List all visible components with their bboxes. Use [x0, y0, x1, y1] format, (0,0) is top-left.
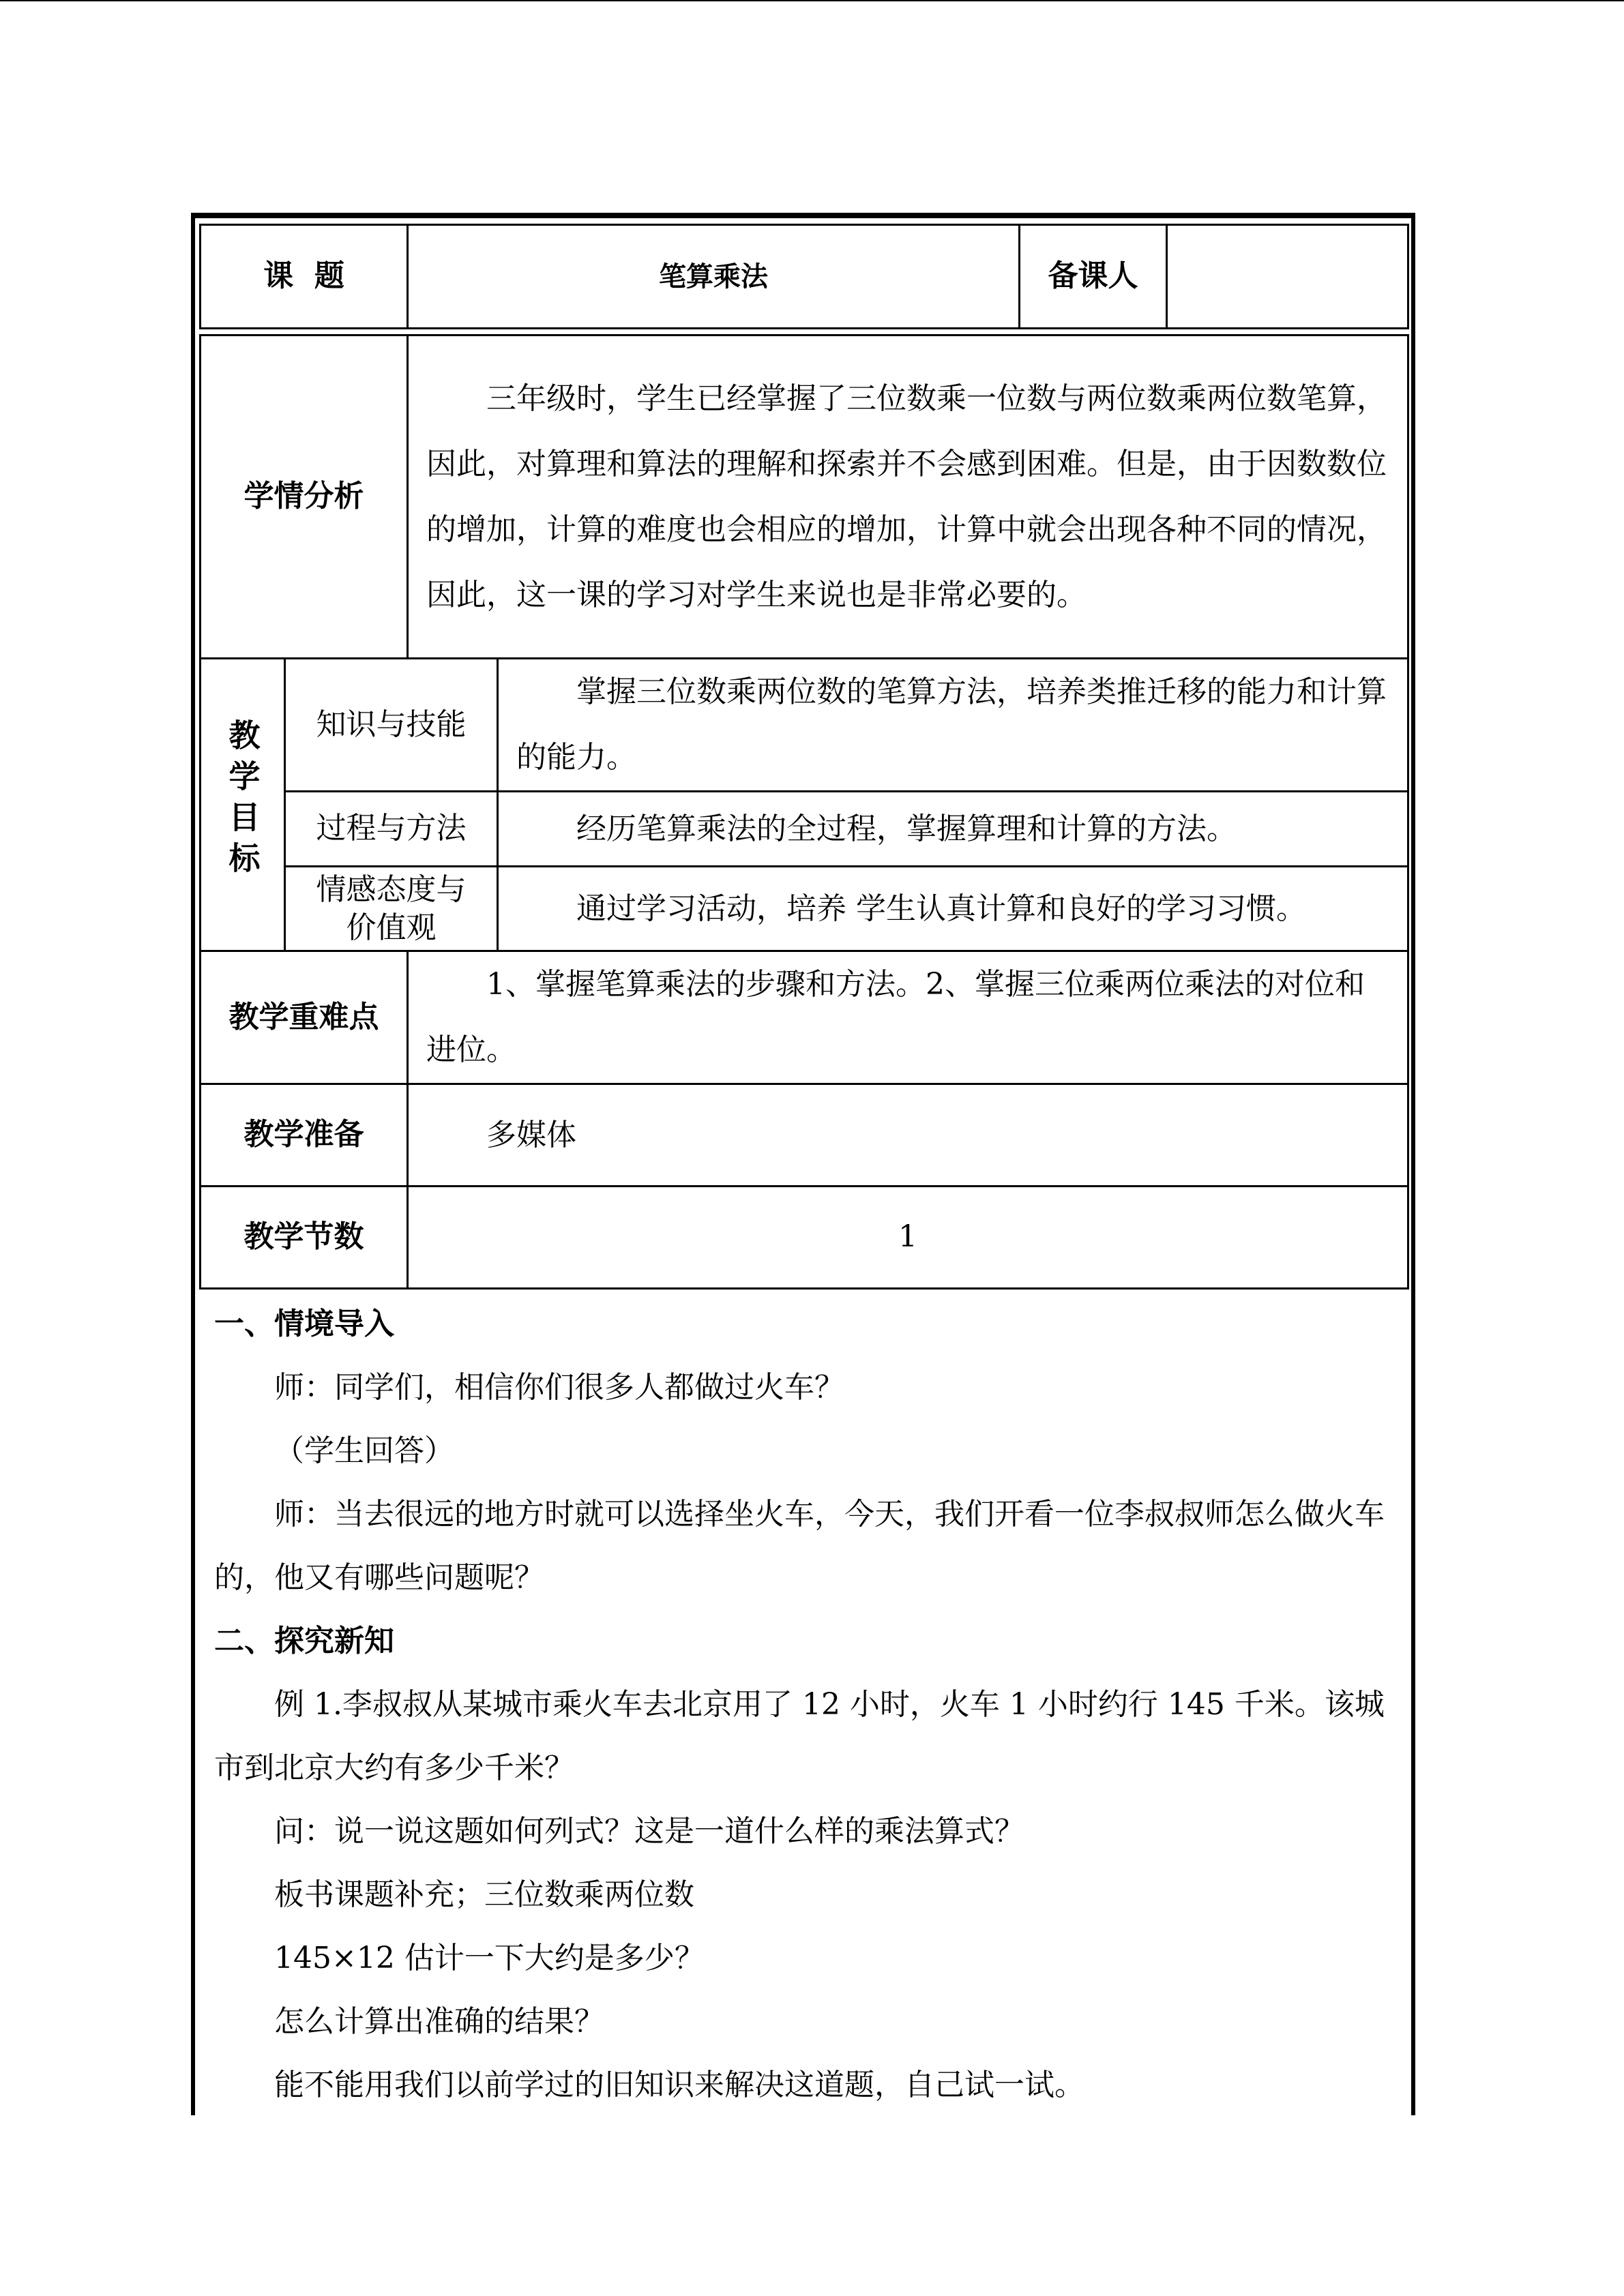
preparation-row — [201, 1084, 1408, 1187]
page-top-border — [0, 0, 1624, 1]
goal-process-text: 经历笔算乘法的全过程，掌握算理和计算的方法。 — [498, 792, 1408, 867]
sessions-label: 教学节数 — [201, 1187, 408, 1289]
section-1-para-1: 师：同学们，相信你们很多人都做过火车？ — [274, 1370, 844, 1405]
header-row — [201, 225, 1408, 329]
goal-attitude-label: 情感态度与价值观 — [285, 867, 498, 951]
double-line — [201, 329, 1408, 336]
preparation-label: 教学准备 — [201, 1084, 408, 1187]
lesson-plan-sheet — [191, 213, 1415, 2115]
key-points-row — [201, 951, 1408, 1084]
section-2-para-2: 问：说一说这题如何列式？这是一道什么样的乘法算式？ — [274, 1814, 1024, 1849]
key-points-label: 教学重难点 — [201, 951, 408, 1084]
goals-label-text: 教学目标 — [224, 718, 261, 882]
goal-row-knowledge — [201, 659, 1408, 792]
sessions-row — [201, 1187, 1408, 1289]
subject-value: 笔算乘法 — [408, 225, 1020, 329]
section-1-para-2: （学生回答） — [274, 1433, 454, 1468]
section-2-para-6: 能不能用我们以前学过的旧知识来解决这道题，自己试一试。 — [274, 2068, 1084, 2102]
goal-attitude-text: 通过学习活动，培养 学生认真计算和良好的学习习惯。 — [498, 867, 1408, 951]
goal-knowledge-label: 知识与技能 — [285, 659, 498, 792]
sessions-text: 1 — [408, 1187, 1408, 1289]
goal-process-label: 过程与方法 — [285, 792, 498, 867]
subject-label — [201, 225, 408, 329]
section-2-para-1: 例 1.李叔叔从某城市乘火车去北京用了 12 小时，火车 1 小时约行 145 千米。该城市到北京大约有多少千米？ — [214, 1687, 1385, 1785]
analysis-label: 学情分析 — [201, 336, 408, 659]
goal-row-process — [201, 792, 1408, 867]
preparer-label: 备课人 — [1020, 225, 1167, 329]
section-2-para-5: 怎么计算出准确的结果？ — [274, 2004, 604, 2039]
goals-label — [201, 659, 285, 951]
analysis-text: 三年级时，学生已经掌握了三位数乘一位数与两位数乘两位数笔算，因此，对算理和算法的理解和探索并不会感到困难。但是，由于因数数位的增加，计算的难度也会相应的增加，计算中就会出现各种不同的情况，因此，这一课的学习对学生来说也是非常必要的。 — [408, 336, 1408, 659]
preparation-text: 多媒体 — [408, 1084, 1408, 1187]
section-2-title: 二、探究新知 — [214, 1624, 394, 1658]
teaching-process — [214, 1292, 1401, 2117]
goal-row-attitude — [201, 867, 1408, 951]
section-1-title: 一、情境导入 — [214, 1307, 394, 1341]
preparer-value — [1167, 225, 1408, 329]
analysis-row — [201, 336, 1408, 659]
subject-label-text: 课 题 — [263, 258, 344, 294]
section-2-para-4: 145×12 估计一下大约是多少？ — [274, 1941, 705, 1976]
goal-knowledge-text: 掌握三位数乘两位数的笔算方法，培养类推迁移的能力和计算的能力。 — [498, 659, 1408, 792]
double-line-spacer — [201, 329, 1408, 336]
key-points-text: 1、掌握笔算乘法的步骤和方法。2、掌握三位乘两位乘法的对位和进位。 — [408, 951, 1408, 1084]
section-2-para-3: 板书课题补充；三位数乘两位数 — [274, 1877, 694, 1912]
lesson-plan-table — [199, 224, 1409, 1289]
section-1-para-3: 师：当去很远的地方时就可以选择坐火车，今天，我们开看一位李叔叔师怎么做火车的，他又有哪些问题呢？ — [214, 1497, 1385, 1595]
